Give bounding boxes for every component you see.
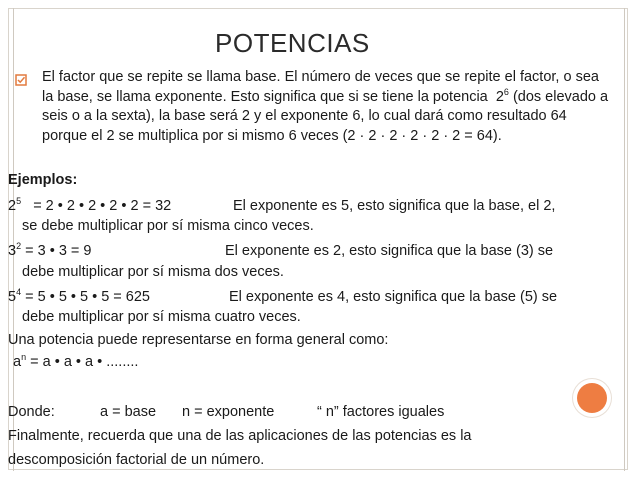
intro-power-base: 2 [495,88,504,105]
decorative-orange-circle [577,383,607,413]
example-3-explanation: El exponente es 4, esto significa que la base (5) se [229,289,558,305]
example-3-power [8,289,150,305]
final-line-2: descomposición factorial de un número. [8,452,265,468]
general-exponent: n [21,352,27,362]
square-check-icon [15,74,27,89]
right-border-line [624,8,625,471]
general-base: a [13,354,22,370]
example-2-continuation: debe multiplicar por sí misma dos veces. [22,264,284,280]
where-factors: “ n” factores iguales [317,404,445,420]
examples-heading: Ejemplos: [8,172,78,188]
intro-rest-text: (dos elevado a seis o a la sexta), la base será 2 y el exponente 6, lo cual dará como resultado 64 porque el 2 se multiplica por si mismo 6 veces (2 · 2 · 2 · 2 · 2 · 2 = 64). [42,88,609,144]
where-base: a = base [100,404,157,420]
where-exponent: n = exponente [182,404,275,420]
left-border-line [13,8,14,471]
example-1-explanation: El exponente es 5, esto significa que la base, el 2, [233,198,556,214]
example-2-power [8,243,91,259]
general-form-text: Una potencia puede representarse en forma general como: [8,332,389,348]
example-1-expansion: = 2 • 2 • 2 • 2 • 2 = 32 [33,198,172,214]
intro-power-exponent: 6 [503,86,509,97]
example-2-expansion: = 3 • 3 = 9 [25,243,92,259]
example-1-exponent: 5 [16,196,22,206]
example-3-exponent: 4 [16,287,22,297]
example-3-expansion: = 5 • 5 • 5 • 5 = 625 [25,289,150,305]
intro-text: El factor que se repite se llama base. El número de veces que se repite el factor, o sea la base, se llama exponente. Esto significa que si se tiene la potencia [42,69,599,105]
example-2-exponent: 2 [16,241,22,251]
general-form-expression [13,354,138,370]
example-3-continuation: debe multiplicar por sí misma cuatro veces. [22,309,301,325]
square-check-icon-svg [15,74,27,86]
example-3-base: 5 [8,289,17,305]
example-1-continuation: se debe multiplicar por sí misma cinco veces. [22,218,314,234]
final-line-1: Finalmente, recuerda que una de las aplicaciones de las potencias es la [8,428,472,444]
example-1-power [8,198,171,214]
example-2-base: 3 [8,243,17,259]
example-2-explanation: El exponente es 2, esto significa que la base (3) se [225,243,554,259]
general-expansion: = a • a • a • ........ [26,354,139,370]
intro-power [492,86,509,105]
where-label: Donde: [8,404,55,420]
slide-title: POTENCIAS [215,28,370,58]
intro-paragraph [42,68,612,146]
example-1-base: 2 [8,198,17,214]
